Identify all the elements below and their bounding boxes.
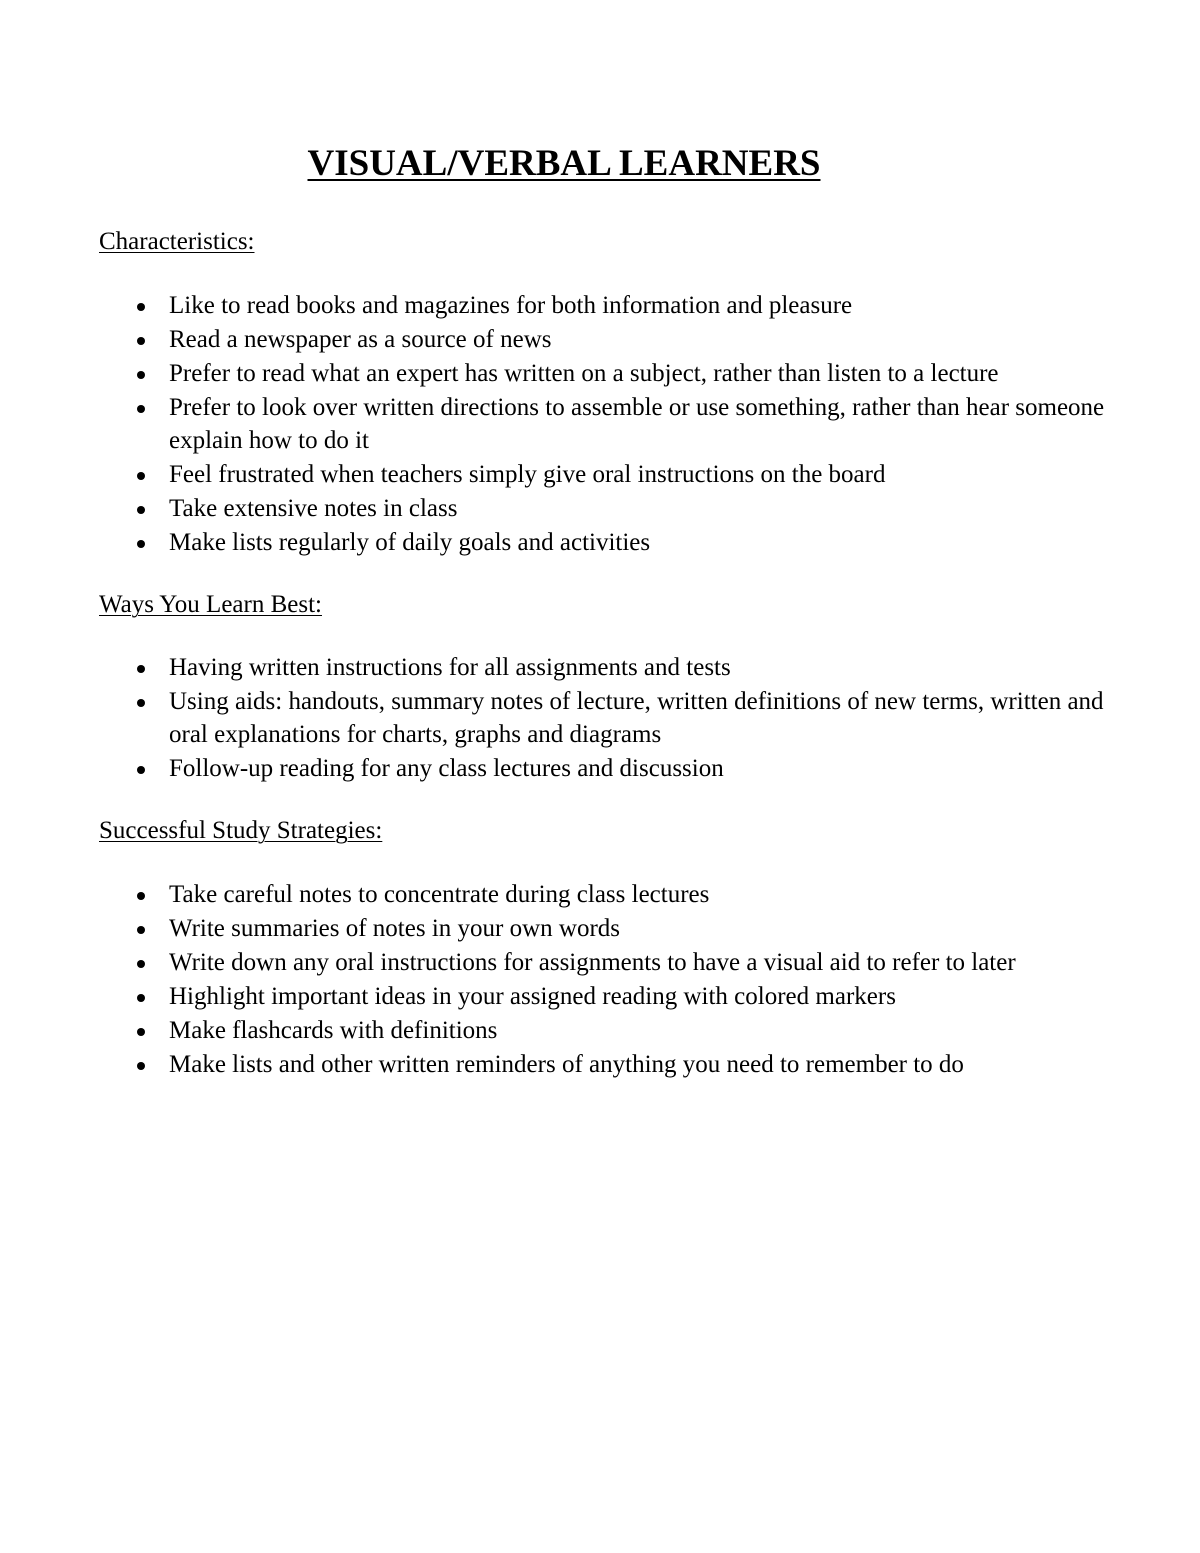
- bullet-icon: [137, 371, 145, 379]
- characteristics-list: [0, 290, 1200, 561]
- list-item-text: Prefer to look over written directions to assemble or use something, rather than hear someone explain how to do it: [169, 394, 1105, 454]
- bullet-icon: [137, 303, 145, 311]
- list-item: [0, 290, 1109, 323]
- bullet-icon: [137, 1062, 145, 1070]
- bullet-icon: [137, 1028, 145, 1036]
- bullet-icon: [137, 506, 145, 514]
- list-item: [0, 947, 1109, 980]
- list-item-text: Feel frustrated when teachers simply give oral instructions on the board: [169, 460, 886, 488]
- list-item-text: Make lists regularly of daily goals and activities: [169, 528, 651, 556]
- bullet-icon: [137, 926, 145, 934]
- bullet-icon: [137, 540, 145, 548]
- list-item: [0, 753, 1109, 786]
- list-item: [0, 981, 1109, 1014]
- bullet-icon: [137, 472, 145, 480]
- bullet-icon: [137, 994, 145, 1002]
- list-item: [0, 358, 1109, 391]
- ways-you-learn-best-list: [0, 652, 1200, 787]
- list-item: [0, 527, 1109, 560]
- list-item: [0, 1049, 1109, 1082]
- bullet-icon: [137, 337, 145, 345]
- list-item: [0, 1015, 1109, 1048]
- list-item: [0, 493, 1109, 526]
- bullet-icon: [137, 699, 145, 707]
- bullet-icon: [137, 405, 145, 413]
- list-item-text: Write down any oral instructions for assignments to have a visual aid to refer to later: [169, 949, 1016, 976]
- list-item-text: Prefer to read what an expert has written on a subject, rather than listen to a lecture: [169, 360, 999, 387]
- list-item: [0, 392, 1109, 457]
- section-heading-characteristics: Characteristics:: [99, 228, 255, 255]
- list-item-text: Make lists and other written reminders of anything you need to remember to do: [169, 1051, 964, 1078]
- list-item: [0, 459, 1109, 492]
- page-title: VISUAL/VERBAL LEARNERS: [307, 143, 821, 184]
- list-item-text: Using aids: handouts, summary notes of lecture, written definitions of new terms, written and oral explanations for charts, graphs and diagrams: [169, 688, 1104, 748]
- list-item: [0, 652, 1109, 685]
- bullet-icon: [137, 665, 145, 673]
- list-item-text: Make flashcards with definitions: [169, 1017, 498, 1044]
- list-item: [0, 324, 1109, 357]
- successful-study-strategies-list: [0, 879, 1200, 1083]
- list-item-text: Highlight important ideas in your assigned reading with colored markers: [169, 983, 896, 1010]
- list-item: [0, 913, 1109, 946]
- section-heading-ways-you-learn-best: Ways You Learn Best:: [99, 591, 322, 618]
- list-item-text: Take careful notes to concentrate during class lectures: [169, 881, 710, 908]
- bullet-icon: [137, 960, 145, 968]
- list-item: [0, 879, 1109, 912]
- list-item-text: Follow-up reading for any class lectures and discussion: [169, 754, 724, 782]
- list-item-text: Take extensive notes in class: [169, 494, 458, 522]
- list-item-text: Having written instructions for all assignments and tests: [169, 654, 731, 681]
- bullet-icon: [137, 766, 145, 774]
- list-item-text: Write summaries of notes in your own words: [169, 915, 621, 942]
- bullet-icon: [137, 892, 145, 900]
- list-item-text: Like to read books and magazines for both information and pleasure: [169, 292, 853, 319]
- list-item-text: Read a newspaper as a source of news: [169, 326, 552, 353]
- list-item: [0, 686, 1109, 751]
- section-heading-successful-study-strategies: Successful Study Strategies:: [99, 817, 383, 844]
